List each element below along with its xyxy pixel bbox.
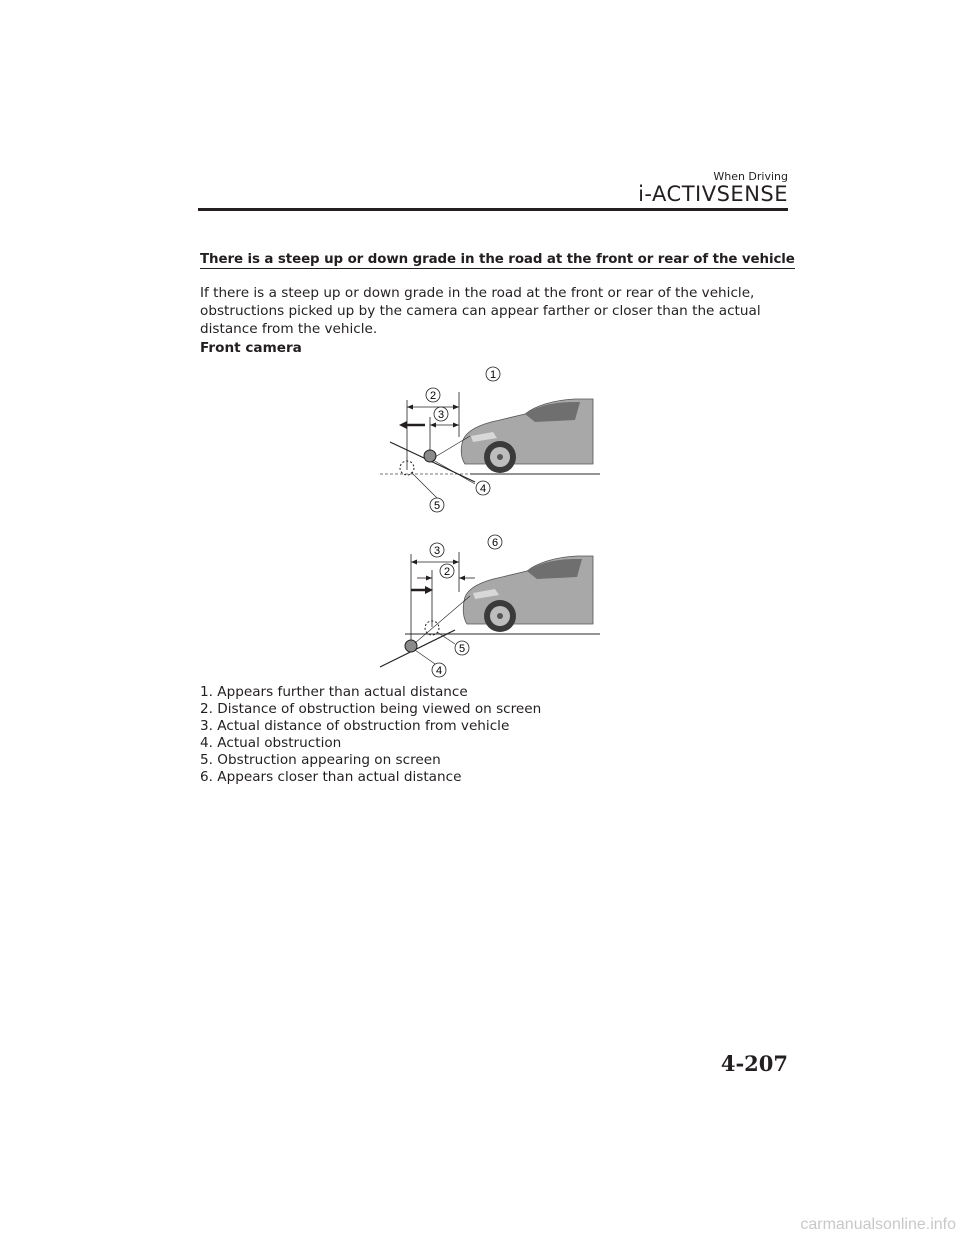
svg-text:3: 3 — [433, 545, 441, 557]
legend-item: 1. Appears further than actual distance — [200, 684, 468, 700]
callout-2 — [426, 388, 440, 402]
callout-4 — [476, 481, 490, 495]
page-number: 4-207 — [720, 1051, 788, 1076]
car-illustration — [461, 399, 593, 473]
legend-item: 3. Actual distance of obstruction from vehicle — [200, 718, 510, 734]
svg-text:5: 5 — [433, 500, 441, 512]
callout-4 — [432, 663, 446, 677]
svg-text:3: 3 — [437, 409, 445, 421]
diagram-appears-closer — [375, 532, 605, 682]
car-illustration — [463, 556, 593, 632]
diagram-appears-further — [375, 362, 605, 517]
watermark: carmanualsonline.info — [800, 1216, 956, 1233]
legend-item: 2. Distance of obstruction being viewed on screen — [200, 701, 542, 717]
svg-text:5: 5 — [458, 643, 466, 655]
legend-item: 5. Obstruction appearing on screen — [200, 752, 441, 768]
svg-text:1: 1 — [489, 369, 497, 381]
header-divider — [198, 208, 788, 211]
callout-3 — [434, 407, 448, 421]
callout-5 — [455, 641, 469, 655]
callout-3 — [430, 543, 444, 557]
section-heading: There is a steep up or down grade in the road at the front or rear of the vehicle — [200, 252, 795, 267]
front-camera-subheading: Front camera — [200, 340, 302, 356]
legend-item: 6. Appears closer than actual distance — [200, 769, 462, 785]
section-title: i-ACTIVSENSE — [638, 182, 788, 206]
callout-1 — [486, 367, 500, 381]
callout-2 — [440, 564, 454, 578]
callout-5 — [430, 498, 444, 512]
svg-text:2: 2 — [443, 566, 451, 578]
svg-text:4: 4 — [479, 483, 487, 495]
svg-text:6: 6 — [491, 537, 499, 549]
svg-text:2: 2 — [429, 390, 437, 402]
callout-6 — [488, 535, 502, 549]
callout-legend — [200, 684, 541, 786]
chapter-title: When Driving — [713, 170, 788, 183]
legend-item: 4. Actual obstruction — [200, 735, 342, 751]
body-paragraph: If there is a steep up or down grade in the road at the front or rear of the vehicle, obstructions picked up by the camera can appear farther or closer than the actual distance from the vehicle. — [200, 285, 761, 337]
svg-text:4: 4 — [435, 665, 443, 677]
